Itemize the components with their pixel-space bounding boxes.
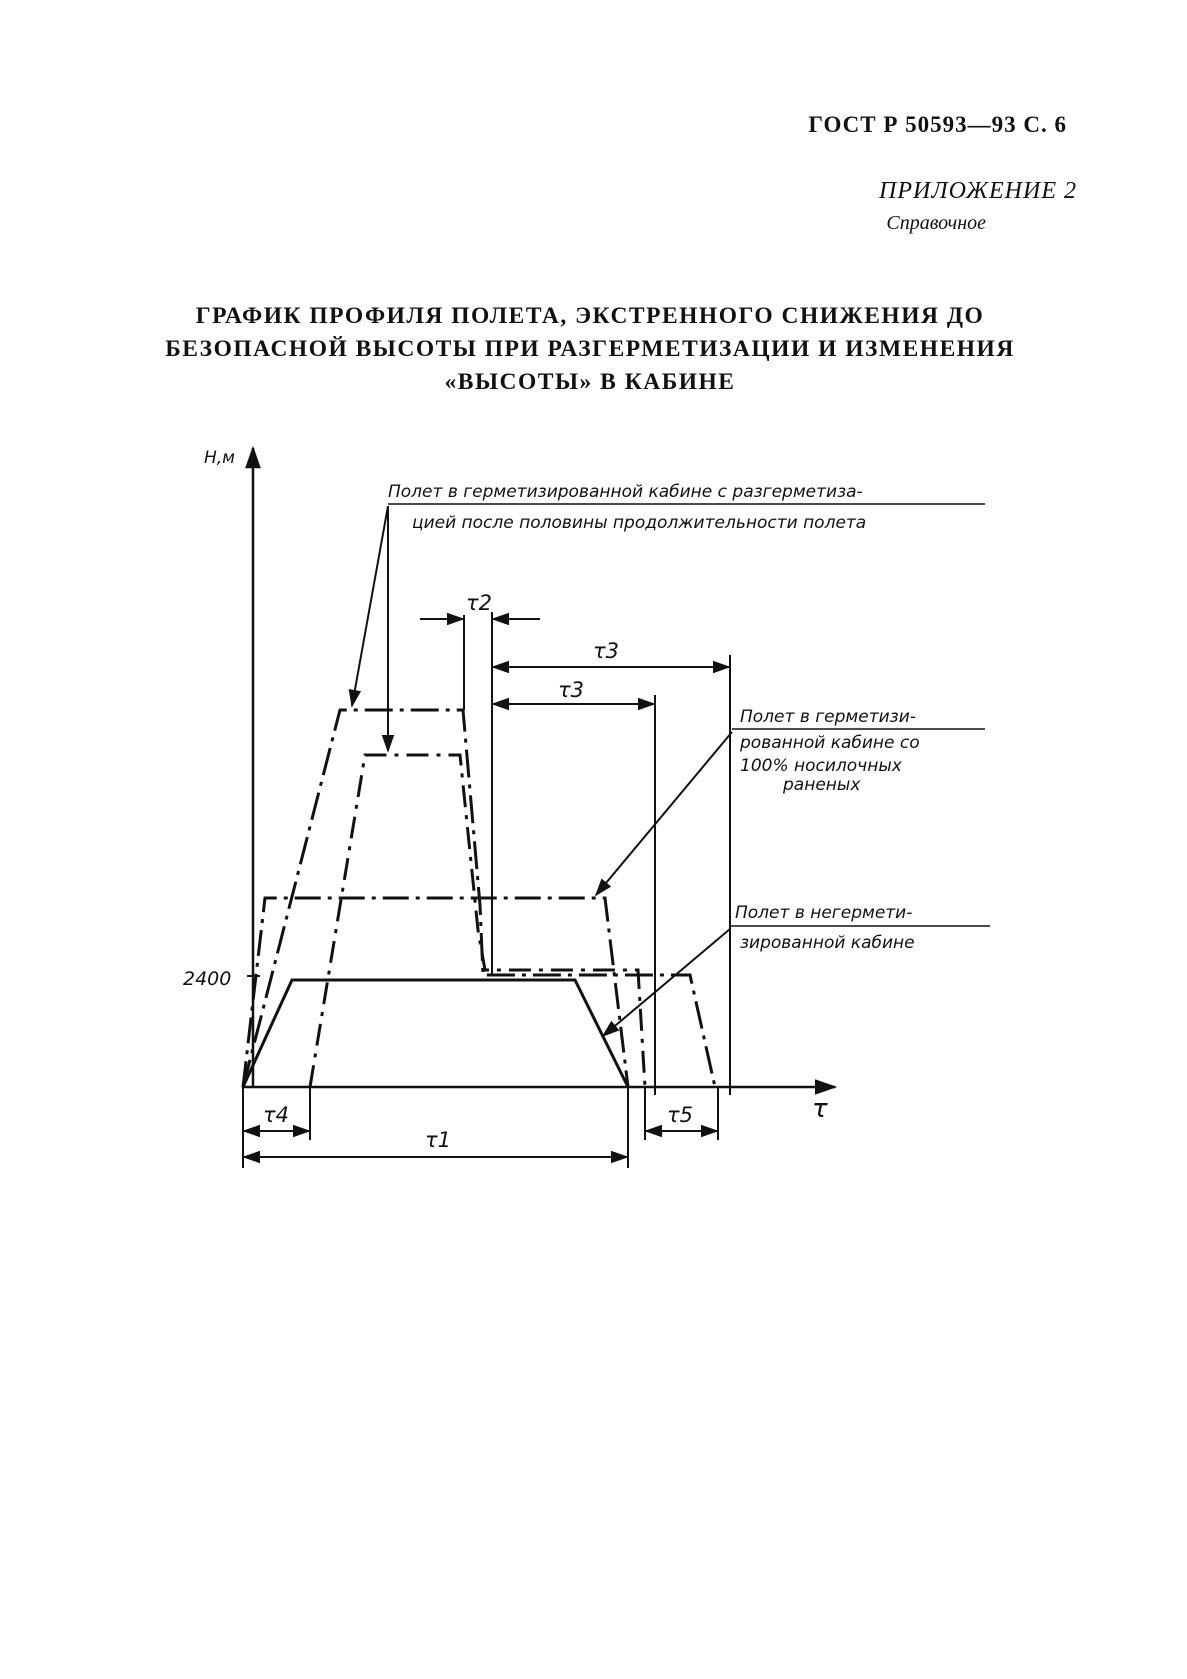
- profile-full-load: [243, 898, 628, 1087]
- label-tau5: τ5: [667, 1103, 694, 1127]
- profile-depressurization-inner: [310, 755, 645, 1087]
- title-line-2: БЕЗОПАСНОЙ ВЫСОТЫ ПРИ РАЗГЕРМЕТИЗАЦИИ И ИЗМЕНЕНИЯ: [165, 336, 1015, 362]
- y-tick-label: 2400: [183, 968, 232, 990]
- note-full-load-line-4: раненых: [783, 775, 861, 795]
- note-depressurization-line-2: цией после половины продолжительности полета: [412, 513, 867, 533]
- appendix-type: Справочное: [886, 212, 986, 234]
- note-full-load-line-1: Полет в герметизи-: [740, 707, 916, 727]
- label-tau4: τ4: [263, 1103, 290, 1127]
- label-tau1: τ1: [425, 1128, 452, 1152]
- title-line-3: «ВЫСОТЫ» В КАБИНЕ: [444, 369, 736, 395]
- note-depressurization-line-1: Полет в герметизированной кабине с разгерметиза-: [388, 482, 863, 502]
- note-full-load-line-2: рованной кабине со: [740, 733, 920, 753]
- appendix-label: ПРИЛОЖЕНИЕ 2: [879, 178, 1077, 204]
- label-tau3-outer: τ3: [593, 639, 620, 663]
- y-axis-label: Н,м: [204, 448, 236, 468]
- document-code: ГОСТ Р 50593—93 С. 6: [808, 112, 1067, 137]
- title-line-1: ГРАФИК ПРОФИЛЯ ПОЛЕТА, ЭКСТРЕННОГО СНИЖЕНИЯ ДО: [195, 303, 985, 329]
- x-axis-label: τ: [812, 1094, 828, 1124]
- note-full-load-line-3: 100% носилочных: [740, 756, 902, 776]
- leader-unpressurized: [603, 929, 730, 1036]
- profile-unpressurized: [243, 980, 628, 1087]
- label-tau2: τ2: [466, 591, 493, 615]
- leader-depressurization-a: [352, 506, 388, 706]
- note-unpressurized-line-2: зированной кабине: [740, 933, 915, 953]
- note-unpressurized-line-1: Полет в негермети-: [735, 903, 913, 923]
- label-tau3-inner: τ3: [558, 678, 585, 702]
- leader-full-load: [596, 732, 732, 895]
